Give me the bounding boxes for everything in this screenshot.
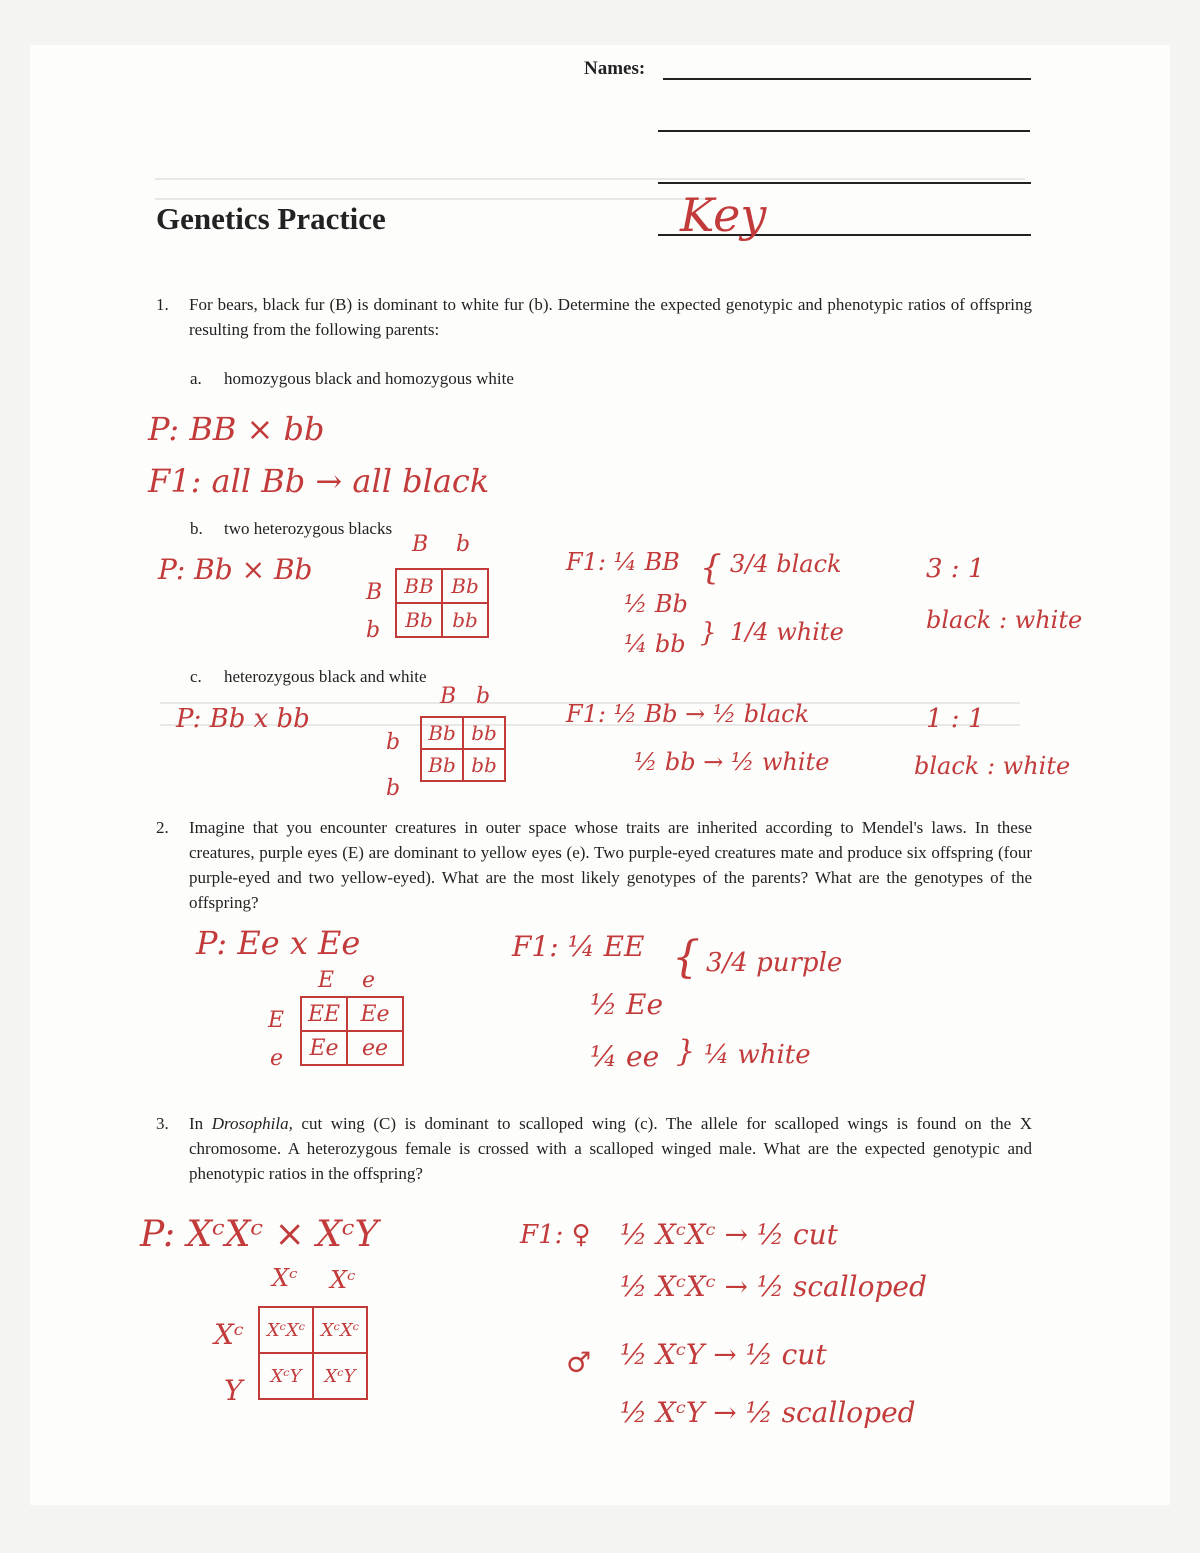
q1b-phenotype-1: 3/4 black — [730, 550, 842, 578]
q1b-f1-line-3: ¼ bb — [624, 630, 686, 658]
q3-parents: P: XᶜXᶜ × XᶜY — [140, 1214, 379, 1255]
q2-f1-line-3: ¼ ee — [590, 1040, 660, 1073]
q2-phenotype-2: ¼ white — [704, 1040, 811, 1070]
q2-punnett-top-2: e — [362, 968, 376, 993]
q2-parents: P: Ee x Ee — [196, 924, 361, 962]
q3-punnett-side-2: Y — [224, 1374, 243, 1407]
q2-punnett-side-2: e — [270, 1046, 284, 1071]
q1c-punnett-top-1: B — [440, 684, 457, 709]
q1b-phenotype-2: 1/4 white — [730, 618, 844, 646]
q2-punnett-top-1: E — [318, 968, 335, 993]
punnett-cell: bb — [463, 749, 505, 781]
q3-text — [189, 1111, 1032, 1186]
q1b-ratio: 3 : 1 — [926, 554, 985, 584]
q3-punnett-top-1: Xᶜ — [272, 1264, 298, 1292]
punnett-cell: XᶜY — [313, 1353, 367, 1399]
q2-punnett-square — [300, 996, 404, 1066]
bleed-through-line — [155, 198, 715, 200]
punnett-cell: Ee — [301, 1031, 347, 1065]
punnett-cell: ee — [347, 1031, 403, 1065]
q1b-punnett-side-1: B — [366, 580, 383, 605]
q1c-punnett-side-2: b — [386, 776, 401, 801]
brace-icon: } — [700, 618, 717, 648]
q1b-punnett-square — [395, 568, 489, 638]
q1c-punnett-top-2: b — [476, 684, 491, 709]
q1-text: For bears, black fur (B) is dominant to white fur (b). Determine the expected genotypic and phenotypic ratios of offspring resulting from the following parents: — [189, 295, 1032, 339]
punnett-cell: BB — [396, 569, 442, 603]
brace-icon: { — [700, 548, 722, 588]
brace-icon: } — [676, 1034, 696, 1069]
q1b-f1-line-2: ½ Bb — [624, 590, 688, 618]
q2-phenotype-1: 3/4 purple — [706, 948, 843, 978]
q3-male-line-1: ½ XᶜY → ½ cut — [620, 1338, 827, 1371]
bleed-through-line — [155, 178, 1025, 180]
q3-punnett-side-1: Xᶜ — [214, 1318, 244, 1351]
punnett-cell: XᶜXᶜ — [313, 1307, 367, 1353]
q2-punnett-side-1: E — [268, 1008, 285, 1033]
name-line-3[interactable] — [658, 182, 1031, 184]
punnett-cell: Bb — [396, 603, 442, 637]
q3-female-label: F1: ♀ — [520, 1220, 591, 1250]
q1c-parents: P: Bb x bb — [176, 704, 310, 734]
q1c-text: heterozygous black and white — [224, 667, 427, 686]
q1c-f1-line-1: F1: ½ Bb → ½ black — [566, 700, 810, 728]
q1c-punnett-side-1: b — [386, 730, 401, 755]
punnett-cell: EE — [301, 997, 347, 1031]
q3-punnett-top-2: Xᶜ — [330, 1266, 356, 1294]
q2-number: 2. — [156, 818, 169, 837]
q1a-f1: F1: all Bb → all black — [148, 462, 490, 500]
q3-text-start: In — [189, 1114, 212, 1133]
punnett-cell: Bb — [421, 749, 463, 781]
punnett-cell: Bb — [442, 569, 488, 603]
q3-female-line-1: ½ XᶜXᶜ → ½ cut — [620, 1218, 838, 1251]
q1b-punnett-top-1: B — [412, 532, 429, 557]
punnett-cell: Bb — [421, 717, 463, 749]
q1a-text: homozygous black and homozygous white — [224, 369, 514, 388]
q1b-parents: P: Bb × Bb — [158, 553, 313, 586]
q1-number: 1. — [156, 295, 169, 314]
q1b-punnett-side-2: b — [366, 618, 381, 643]
q1b-f1-line-1: F1: ¼ BB — [566, 548, 680, 576]
q3-text-rest: cut wing (C) is dominant to scalloped wing (c). The allele for scalloped wings is found on the X chromosome. A heterozygous female is crossed with a scalloped winged male. What are the expected genotypic and phenotypic ratios in the offspring? — [189, 1114, 1032, 1183]
name-line-1[interactable] — [663, 78, 1031, 80]
q1b-punnett-top-2: b — [456, 532, 471, 557]
q3-number: 3. — [156, 1114, 169, 1133]
q2-f1-line-2: ½ Ee — [590, 988, 664, 1021]
punnett-cell: XᶜXᶜ — [259, 1307, 313, 1353]
q1c-f1-line-2: ½ bb → ½ white — [634, 748, 830, 776]
q3-male-line-2: ½ XᶜY → ½ scalloped — [620, 1396, 916, 1429]
q1c-letter: c. — [190, 667, 202, 686]
q3-species-name: Drosophila, — [211, 1114, 293, 1133]
q3-male-label: ♂ — [566, 1346, 592, 1379]
punnett-cell: XᶜY — [259, 1353, 313, 1399]
q1c-ratio: 1 : 1 — [926, 704, 985, 734]
brace-icon: { — [672, 932, 700, 983]
q1b-text: two heterozygous blacks — [224, 519, 393, 538]
punnett-cell: bb — [442, 603, 488, 637]
punnett-cell: bb — [463, 717, 505, 749]
punnett-cell: Ee — [347, 997, 403, 1031]
q3-female-line-2: ½ XᶜXᶜ → ½ scalloped — [620, 1270, 927, 1303]
q1a-letter: a. — [190, 369, 202, 388]
page-title: Genetics Practice — [156, 201, 386, 236]
key-handwriting: Key — [680, 188, 767, 242]
q1c-ratio-label: black : white — [914, 752, 1071, 780]
q2-text: Imagine that you encounter creatures in outer space whose traits are inherited according to Mendel's laws. In these creatures, purple eyes (E) are dominant to yellow eyes (e). Two purple-eyed creatures mate and produce six offspring (four purple-eyed and two yellow-eyed). What are the most likely genotypes of the parents? What are the genotypes of the offspring? — [189, 818, 1032, 912]
q3-punnett-square — [258, 1306, 368, 1400]
name-line-2[interactable] — [658, 130, 1030, 132]
names-label: Names: — [584, 58, 646, 79]
q1b-ratio-label: black : white — [926, 606, 1083, 634]
q2-f1-line-1: F1: ¼ EE — [512, 930, 645, 963]
q1a-parents: P: BB × bb — [148, 410, 325, 448]
q1b-letter: b. — [190, 519, 203, 538]
q1c-punnett-square — [420, 716, 506, 782]
